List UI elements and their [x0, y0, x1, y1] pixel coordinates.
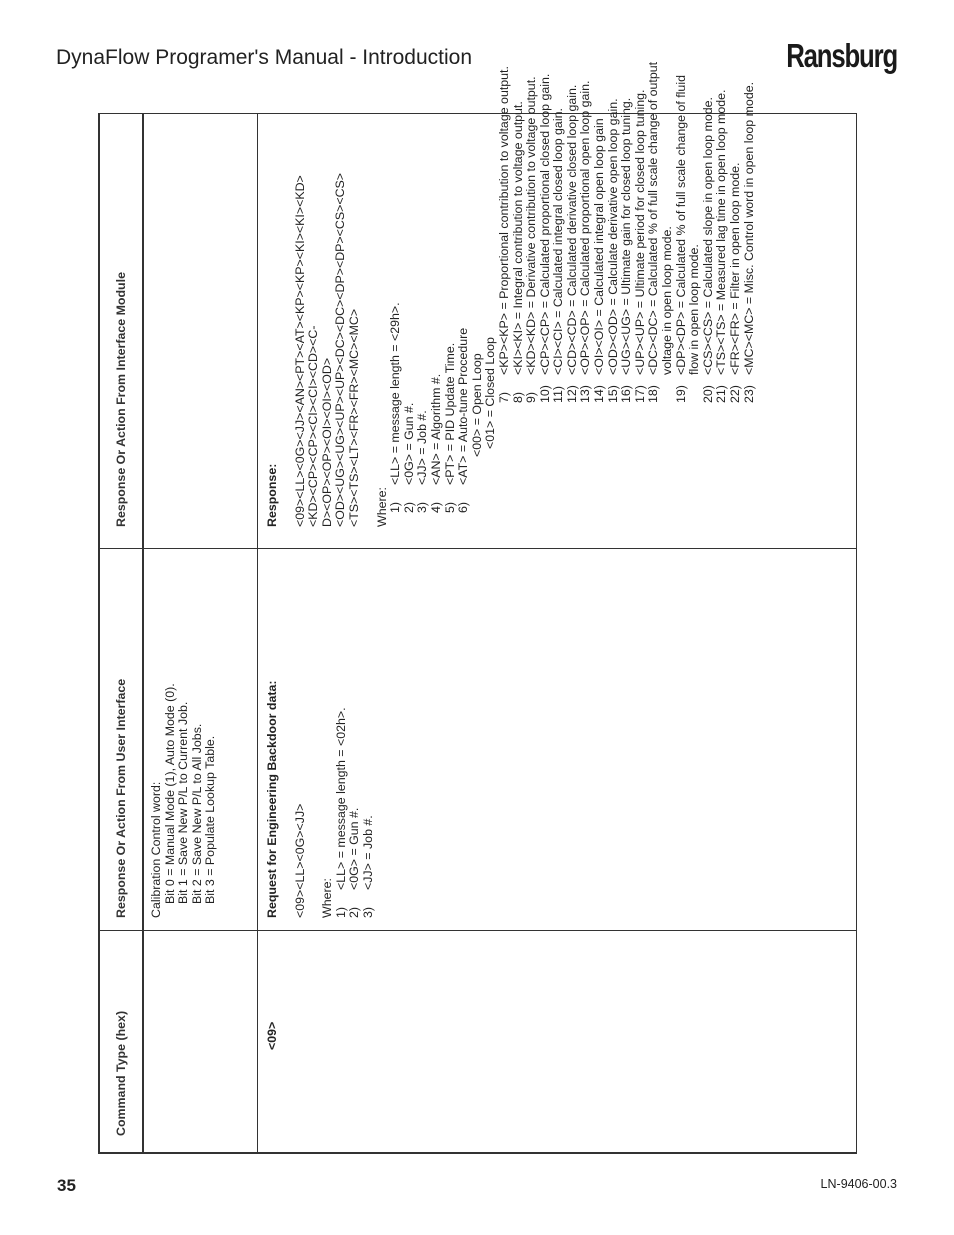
response-item: 3) <JJ> = Job #.	[415, 410, 430, 513]
response-item: 22) <FR><FR> = Filter in open loop mode.	[728, 162, 742, 403]
response-title: Response:	[265, 463, 279, 527]
calibration-bit: Bit 2 = Save New P/L to All Jobs.	[189, 723, 204, 904]
response-item: 20) <CS><CS> = Calculated slope in open loop mode.	[700, 97, 715, 403]
response-format-line: D><OP><OP><OI><OI><OD>	[319, 357, 334, 527]
request-item: 1) <LL> = message length = <02h>.	[333, 707, 348, 918]
rotated-table-content	[98, 61, 857, 1154]
response-item: 12) <CD><CD> = Calculated derivative closed loop gain.	[564, 84, 579, 403]
response-item: 13) <OP><OP> = Calculated proportional open loop gain.	[578, 80, 593, 403]
row2-interface-module-cell	[266, 62, 756, 527]
calibration-bit: Bit 3 = Populate Lookup Table.	[203, 735, 218, 904]
command-table	[98, 61, 857, 1154]
response-item: 23) <MC><MC> = Misc. Control word in open loop mode.	[741, 81, 756, 403]
command-code: <09>	[265, 1021, 279, 1050]
request-item: 3) <JJ> = Job #.	[360, 815, 375, 918]
response-item-continuation: flow in open loop mode.	[687, 244, 702, 375]
header-user-interface: Response Or Action From User Interface	[114, 678, 128, 918]
response-item: 17) <UP><UP> = Ultimate period for closed loop tuning.	[632, 89, 647, 403]
ransburg-logo: Ransburg	[786, 37, 897, 74]
request-format: <09><LL><0G><JJ>	[292, 803, 307, 918]
response-format-line: <09><LL><0G><JJ><AN><PT><AT><KP><KP><KI><KI><KD>	[292, 175, 307, 527]
autotune-option: <00> = Open Loop	[469, 353, 484, 457]
document-code: LN-9406-00.3	[820, 1177, 897, 1191]
response-item: 14) <OI><OI> = Calculated integral open loop gain	[592, 118, 607, 403]
response-format-line: <OD><UG><UG><UP><UP><DC><DC><DP><DP><CS><CS>	[333, 172, 348, 527]
page-number: 35	[57, 1176, 76, 1195]
request-where-label: Where:	[320, 878, 335, 918]
response-item: 19) <DP><DP> = Calculated % of full scale change of fluid	[673, 75, 688, 403]
response-item: 21) <TS><TS> = Measured lag time in open loop mode.	[714, 89, 729, 403]
row2-user-interface-cell	[266, 680, 376, 918]
page-title: DynaFlow Programer's Manual - Introduction	[56, 46, 473, 69]
response-item: 4) <AN> = Algorithm #.	[428, 373, 443, 513]
response-item: 8) <KI><KI> = Integral contribution to voltage output.	[510, 101, 525, 403]
calibration-title: Calibration Control word:	[149, 781, 163, 918]
header-command-type: Command Type (hex)	[114, 1010, 128, 1136]
response-item: 9) <KD><KD> = Derivative contribution to voltage output.	[524, 76, 539, 403]
response-item-continuation: voltage in open loop mode.	[660, 226, 675, 375]
response-item: 7) <KP><KP> = Proportional contribution to voltage output.	[496, 66, 511, 403]
autotune-option: <01> = Closed Loop	[483, 337, 498, 449]
response-item: 18) <DC><DC> = Calculated % of full scale change of output	[646, 61, 661, 403]
header-interface-module: Response Or Action From Interface Module	[114, 272, 128, 527]
response-format-line: <TS><TS><LT><FR><FR><MC><MC>	[346, 308, 361, 527]
response-item: 2) <0G> = Gun #.	[401, 402, 416, 513]
response-item: 1) <LL> = message length = <29h>.	[388, 302, 403, 513]
row1-user-interface-cell	[150, 683, 218, 918]
response-item: 6) <AT> = Auto-tune Procedure	[456, 327, 471, 513]
request-title: Request for Engineering Backdoor data:	[265, 680, 279, 918]
response-item: 16) <UG><UG> = Ultimate gain for closed loop tuning.	[619, 97, 634, 403]
response-where-label: Where:	[374, 487, 389, 527]
response-item: 11) <CI><CI> = Calculated integral closed loop gain.	[551, 108, 566, 403]
calibration-bit: Bit 1 = Save New P/L to Current Job.	[176, 701, 191, 904]
response-item: 5) <PT> = PID Update Time.	[442, 342, 457, 513]
request-item: 2) <0G> = Gun #.	[347, 807, 362, 918]
response-item: 10) <CP><CP> = Calculated proportional closed loop gain.	[537, 73, 552, 403]
response-item: 15) <OD><OD> = Calculate derivative open loop gain.	[605, 98, 620, 403]
response-format-line: <KD><CP><CP><CI><CI><CD><C-	[306, 325, 321, 527]
calibration-bit: Bit 0 = Manual Mode (1), Auto Mode (0).	[162, 683, 177, 904]
